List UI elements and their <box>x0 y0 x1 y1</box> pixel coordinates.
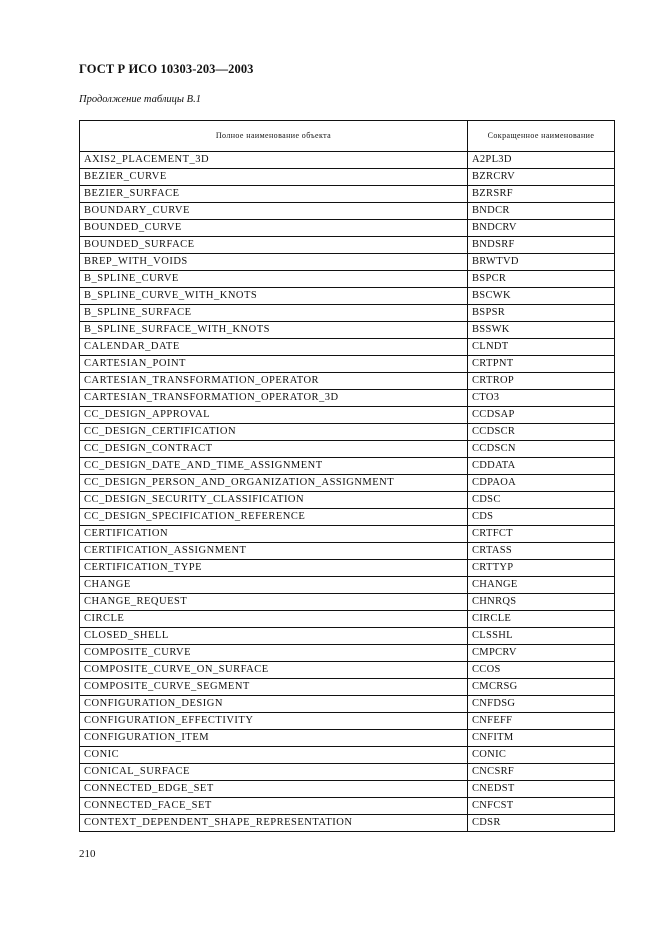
table-row <box>80 696 615 713</box>
cell-full-name: CONFIGURATION_ITEM <box>80 730 468 747</box>
cell-full-name: CC_DESIGN_SPECIFICATION_REFERENCE <box>80 509 468 526</box>
cell-full-name: BOUNDED_SURFACE <box>80 237 468 254</box>
cell-short-name: CCDSAP <box>468 407 615 424</box>
cell-full-name: CC_DESIGN_CERTIFICATION <box>80 424 468 441</box>
cell-short-name: CONIC <box>468 747 615 764</box>
table-row <box>80 543 615 560</box>
cell-full-name: B_SPLINE_SURFACE_WITH_KNOTS <box>80 322 468 339</box>
cell-short-name: CHANGE <box>468 577 615 594</box>
table-row <box>80 781 615 798</box>
cell-full-name: CERTIFICATION_TYPE <box>80 560 468 577</box>
cell-short-name: CNEDST <box>468 781 615 798</box>
cell-full-name: CERTIFICATION <box>80 526 468 543</box>
table-row <box>80 407 615 424</box>
table-row <box>80 441 615 458</box>
cell-full-name: CALENDAR_DATE <box>80 339 468 356</box>
table-row <box>80 713 615 730</box>
cell-full-name: B_SPLINE_SURFACE <box>80 305 468 322</box>
cell-full-name: BEZIER_SURFACE <box>80 186 468 203</box>
table-row <box>80 475 615 492</box>
cell-short-name: CDPAOA <box>468 475 615 492</box>
document-header: ГОСТ Р ИСО 10303-203—2003 <box>79 62 254 76</box>
cell-short-name: CNFCST <box>468 798 615 815</box>
table-row <box>80 169 615 186</box>
table-row <box>80 526 615 543</box>
column-header-full-name: Полное наименование объекта <box>80 121 468 152</box>
cell-full-name: COMPOSITE_CURVE_ON_SURFACE <box>80 662 468 679</box>
table-row <box>80 458 615 475</box>
cell-full-name: BOUNDARY_CURVE <box>80 203 468 220</box>
cell-full-name: CONNECTED_EDGE_SET <box>80 781 468 798</box>
abbreviation-table <box>79 120 615 832</box>
cell-short-name: CCDSCN <box>468 441 615 458</box>
cell-short-name: CMPCRV <box>468 645 615 662</box>
table-row <box>80 509 615 526</box>
cell-short-name: CCDSCR <box>468 424 615 441</box>
cell-full-name: CARTESIAN_TRANSFORMATION_OPERATOR_3D <box>80 390 468 407</box>
cell-short-name: CRTASS <box>468 543 615 560</box>
table-row <box>80 373 615 390</box>
table-row <box>80 322 615 339</box>
cell-short-name: CLNDT <box>468 339 615 356</box>
cell-full-name: CONFIGURATION_EFFECTIVITY <box>80 713 468 730</box>
cell-full-name: CONICAL_SURFACE <box>80 764 468 781</box>
cell-full-name: AXIS2_PLACEMENT_3D <box>80 152 468 169</box>
table-row <box>80 730 615 747</box>
table-row <box>80 645 615 662</box>
table-row <box>80 152 615 169</box>
cell-short-name: CRTTYP <box>468 560 615 577</box>
cell-short-name: BSCWK <box>468 288 615 305</box>
cell-short-name: CRTROP <box>468 373 615 390</box>
table-row <box>80 203 615 220</box>
table-row <box>80 577 615 594</box>
table-body <box>80 152 615 832</box>
cell-short-name: BNDCR <box>468 203 615 220</box>
cell-short-name: CNFITM <box>468 730 615 747</box>
cell-full-name: COMPOSITE_CURVE <box>80 645 468 662</box>
table-row <box>80 186 615 203</box>
cell-full-name: CERTIFICATION_ASSIGNMENT <box>80 543 468 560</box>
cell-short-name: CDDATA <box>468 458 615 475</box>
cell-full-name: BEZIER_CURVE <box>80 169 468 186</box>
table-row <box>80 288 615 305</box>
cell-full-name: CARTESIAN_POINT <box>80 356 468 373</box>
cell-full-name: CONNECTED_FACE_SET <box>80 798 468 815</box>
cell-short-name: CMCRSG <box>468 679 615 696</box>
cell-short-name: CHNRQS <box>468 594 615 611</box>
column-header-short-name: Сокращенное наименование <box>468 121 615 152</box>
table-row <box>80 560 615 577</box>
cell-full-name: CHANGE_REQUEST <box>80 594 468 611</box>
cell-short-name: CNFEFF <box>468 713 615 730</box>
table-row <box>80 815 615 832</box>
cell-short-name: CRTPNT <box>468 356 615 373</box>
table-header-row <box>80 121 615 152</box>
table-row <box>80 747 615 764</box>
cell-short-name: CLSSHL <box>468 628 615 645</box>
cell-short-name: CDSR <box>468 815 615 832</box>
table-row <box>80 662 615 679</box>
cell-short-name: CCOS <box>468 662 615 679</box>
table-row <box>80 271 615 288</box>
table-row <box>80 679 615 696</box>
table-row <box>80 220 615 237</box>
cell-full-name: B_SPLINE_CURVE_WITH_KNOTS <box>80 288 468 305</box>
table-row <box>80 356 615 373</box>
cell-full-name: CONFIGURATION_DESIGN <box>80 696 468 713</box>
cell-full-name: BOUNDED_CURVE <box>80 220 468 237</box>
cell-full-name: CONTEXT_DEPENDENT_SHAPE_REPRESENTATION <box>80 815 468 832</box>
table-row <box>80 764 615 781</box>
cell-short-name: BZRCRV <box>468 169 615 186</box>
cell-short-name: CNFDSG <box>468 696 615 713</box>
cell-full-name: CARTESIAN_TRANSFORMATION_OPERATOR <box>80 373 468 390</box>
cell-full-name: CIRCLE <box>80 611 468 628</box>
cell-short-name: BSPSR <box>468 305 615 322</box>
cell-full-name: CHANGE <box>80 577 468 594</box>
cell-short-name: BNDSRF <box>468 237 615 254</box>
cell-full-name: COMPOSITE_CURVE_SEGMENT <box>80 679 468 696</box>
cell-short-name: BSPCR <box>468 271 615 288</box>
cell-short-name: BRWTVD <box>468 254 615 271</box>
table-row <box>80 339 615 356</box>
table-row <box>80 390 615 407</box>
table-row <box>80 237 615 254</box>
table-header <box>80 121 615 152</box>
cell-full-name: BREP_WITH_VOIDS <box>80 254 468 271</box>
table-row <box>80 492 615 509</box>
table-row <box>80 424 615 441</box>
cell-full-name: CC_DESIGN_PERSON_AND_ORGANIZATION_ASSIGNMENT <box>80 475 468 492</box>
table-row <box>80 628 615 645</box>
cell-short-name: BZRSRF <box>468 186 615 203</box>
table-row <box>80 305 615 322</box>
cell-short-name: CIRCLE <box>468 611 615 628</box>
cell-short-name: CNCSRF <box>468 764 615 781</box>
cell-short-name: BSSWK <box>468 322 615 339</box>
cell-short-name: A2PL3D <box>468 152 615 169</box>
table-row <box>80 594 615 611</box>
cell-full-name: CONIC <box>80 747 468 764</box>
cell-full-name: CC_DESIGN_APPROVAL <box>80 407 468 424</box>
cell-short-name: CDSC <box>468 492 615 509</box>
cell-short-name: CTO3 <box>468 390 615 407</box>
cell-full-name: CC_DESIGN_DATE_AND_TIME_ASSIGNMENT <box>80 458 468 475</box>
cell-full-name: B_SPLINE_CURVE <box>80 271 468 288</box>
table-row <box>80 611 615 628</box>
table-row <box>80 254 615 271</box>
cell-short-name: CDS <box>468 509 615 526</box>
cell-full-name: CC_DESIGN_SECURITY_CLASSIFICATION <box>80 492 468 509</box>
table-row <box>80 798 615 815</box>
cell-full-name: CC_DESIGN_CONTRACT <box>80 441 468 458</box>
cell-short-name: CRTFCT <box>468 526 615 543</box>
cell-full-name: CLOSED_SHELL <box>80 628 468 645</box>
page-number: 210 <box>79 848 96 860</box>
cell-short-name: BNDCRV <box>468 220 615 237</box>
table-caption: Продолжение таблицы В.1 <box>79 94 201 105</box>
